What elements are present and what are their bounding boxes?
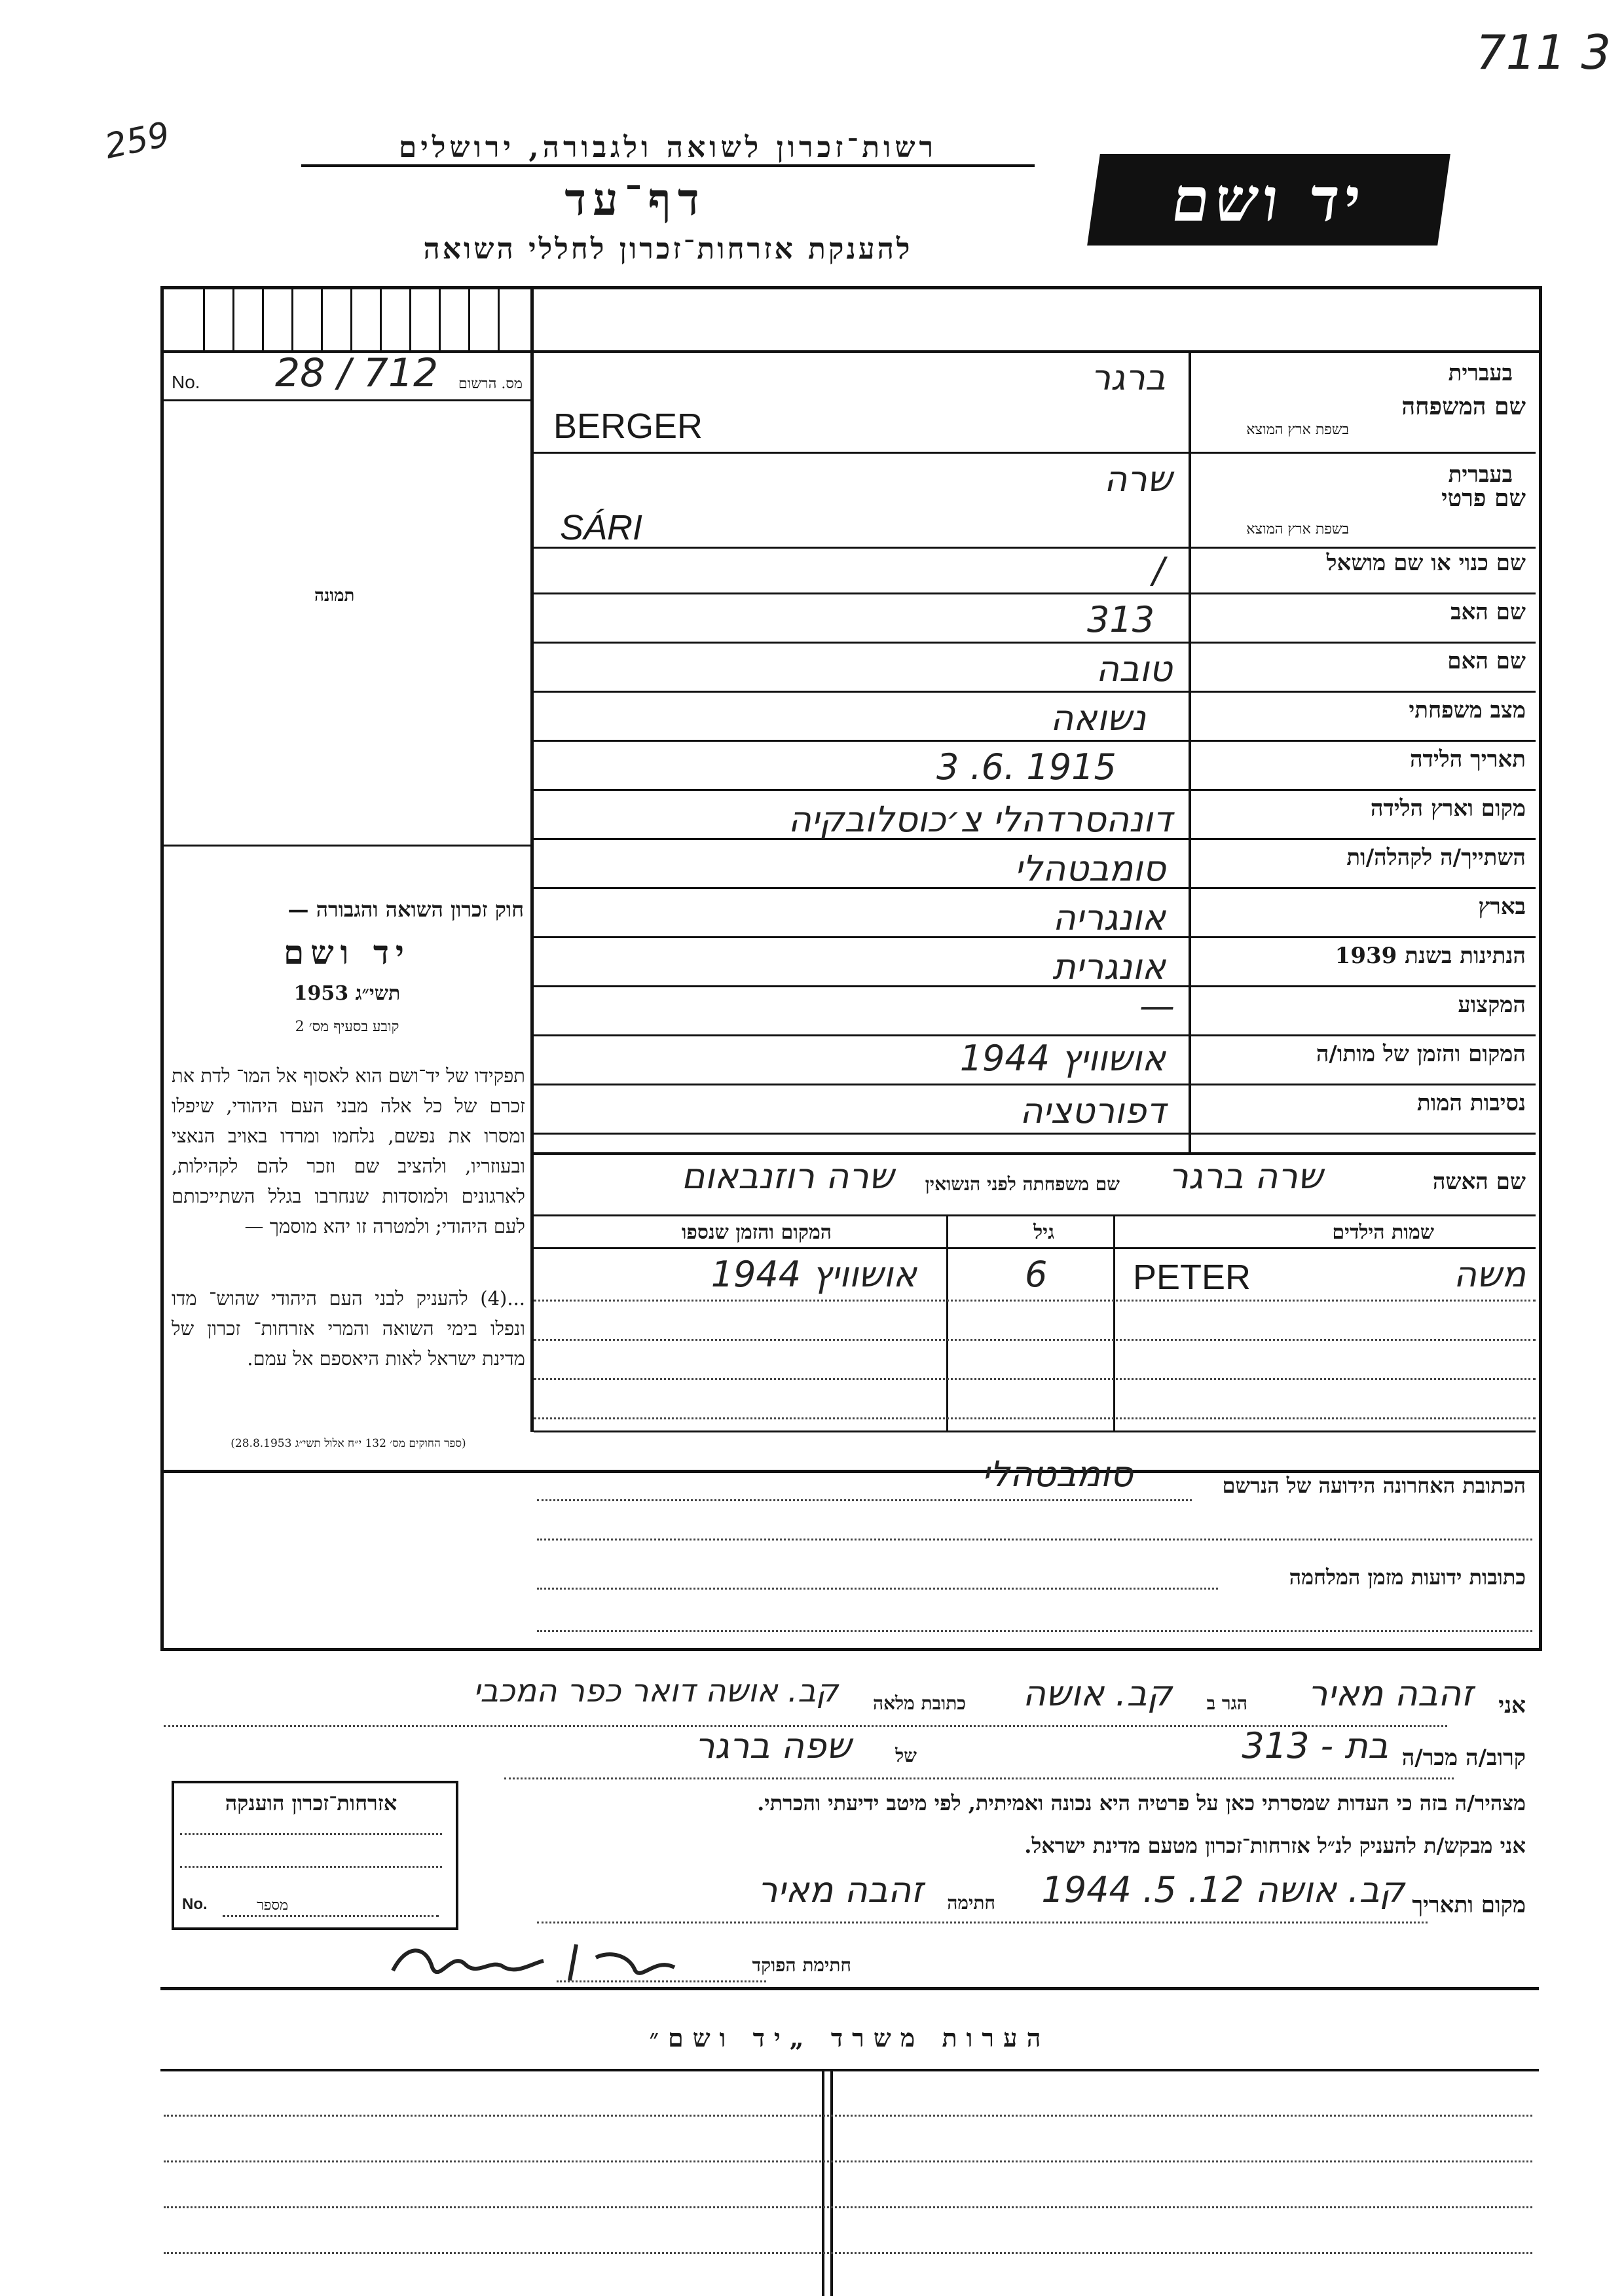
wartime-address-label: כתובות ידועות מזמן המלחמה xyxy=(1289,1565,1526,1590)
officer-signature xyxy=(380,1931,707,1990)
firstname-label: שם פרטי xyxy=(1441,484,1526,512)
citizenship-no-label: No. xyxy=(182,1895,208,1913)
page-number: 259 xyxy=(101,115,174,167)
surname-latin-value: BERGER xyxy=(553,407,703,446)
nickname-label: שם כנוי או שם מושאל xyxy=(1326,550,1526,576)
child-death-place: אושוויץ 1944 xyxy=(710,1254,917,1295)
community-label: השתייך/ה לקהלה/ות xyxy=(1346,845,1526,871)
citizenship-value: אונגרית xyxy=(1052,946,1166,987)
marital-value: נשואה xyxy=(1050,697,1146,738)
relative-label: קרוב/ה מכר/ה xyxy=(1401,1745,1526,1771)
children-place-header: המקום והזמן שנספו xyxy=(681,1221,832,1244)
authority-name: רשות־זכרון לשואה ולגבורה, ירושלים xyxy=(301,131,1035,167)
child-name-hebrew: משה xyxy=(1453,1254,1526,1295)
in-origin-label-1: בשפת ארץ המוצא xyxy=(1246,422,1349,438)
birthdate-label: תאריך הלידה xyxy=(1409,746,1526,773)
citizenship-no-label-he: מספר xyxy=(257,1897,288,1914)
in-origin-label-2: בשפת ארץ המוצא xyxy=(1246,521,1349,538)
form-subtitle: להענקת אזרחות־זכרון לחללי השואה xyxy=(423,232,913,266)
declarant-label: אני xyxy=(1498,1692,1526,1719)
nickname-value: / xyxy=(1153,550,1165,591)
mother-value: טובה xyxy=(1096,648,1172,689)
in-hebrew-label-2: בעברית xyxy=(1448,462,1513,488)
declaration-statement-2: אני מבקש/ת להעניק לנ״ל אזרחות־זכרון מטעם מדינת ישראל. xyxy=(1024,1833,1526,1858)
birthplace-value: דונהסרדהלי צ׳כוסלובקיה xyxy=(788,799,1172,840)
lives-value: קב. אושה xyxy=(1022,1673,1172,1714)
mother-label: שם האם xyxy=(1447,648,1526,674)
law-paragraph-1: תפקידו של יד־ושם הוא לאסוף אל המו־ לדת את זכרם של כל אלה מבני העם היהודי, שיפלו ומסרו את נפשם, נלחמו ומרדו באויב הנאצי ובעוזריו, ולהציב שם וזכר להם לקהילות, לארגונים ולמוסדות שנחרבו בגלל השתייכותם לעם היהודי; ולמטרה זו יהא מוסמך — xyxy=(172,1065,525,1237)
last-address-value: סומבטהלי xyxy=(982,1453,1133,1495)
law-heading: חוק זכרון השואה והגבורה — xyxy=(287,897,524,922)
father-label: שם האב xyxy=(1450,599,1526,625)
registry-no-label-he: מס. הרשום xyxy=(458,376,523,392)
relative-value: בת - 313 xyxy=(1242,1725,1388,1766)
registry-no-value: 28 / 712 xyxy=(275,350,439,396)
surname-label: שם המשפחה xyxy=(1401,393,1526,420)
declarant-value: זהבה מאיר xyxy=(1308,1673,1473,1714)
law-year: תשי״ג 1953 xyxy=(293,982,401,1005)
of-label: של xyxy=(895,1745,917,1766)
wife-label: שם האשה xyxy=(1432,1169,1526,1195)
death-value: אושוויץ 1944 xyxy=(959,1038,1166,1079)
birthdate-value: 3 .6. 1915 xyxy=(936,746,1116,788)
children-names-header: שמות הילדים xyxy=(1332,1221,1434,1244)
archive-number: 711 3 xyxy=(1475,25,1611,80)
country-label: בארץ xyxy=(1478,894,1526,920)
children-age-header: גיל xyxy=(1033,1221,1054,1244)
declaration-statement-1: מצהיר/ה בזה כי העדות שמסרתי כאן על פרטיה היא נכונה ואמיתית, לפי מיטב ידיעתי והכרתי. xyxy=(757,1791,1526,1815)
signature-label: חתימה xyxy=(947,1892,995,1914)
child-age: 6 xyxy=(1025,1254,1048,1295)
form-title: דף־עד xyxy=(564,173,706,226)
birthplace-label: מקום וארץ הלידה xyxy=(1370,795,1526,822)
maiden-label: שם משפחתה לפני הנשואין xyxy=(925,1173,1120,1195)
office-notes-title: הערות משרד „יד ושם״ xyxy=(649,2023,1050,2052)
wife-value: שרה ברגר xyxy=(1168,1156,1323,1197)
child-name-latin: PETER xyxy=(1133,1258,1251,1297)
firstname-latin-value: SÁRI xyxy=(560,508,643,547)
in-hebrew-label-1: בעברית xyxy=(1448,360,1513,386)
profession-value: — xyxy=(1139,985,1175,1027)
full-address-label: כתובת מלאה xyxy=(872,1692,966,1714)
law-paragraph-2: ...(4) להעניק לבני העם היהודי שהוש־ מדו ונפלו בימי השואה והמרי אזרחות־ זכרון של מדינת ישראל לאות היאספם אל עמם. xyxy=(172,1287,525,1370)
death-label: המקום והזמן של מותו/ה xyxy=(1316,1041,1526,1067)
profession-label: המקצוע xyxy=(1458,992,1526,1018)
circumstances-value: דפורטציה xyxy=(1020,1090,1166,1131)
last-address-label: הכתובת האחרונה הידועה של הנרשם xyxy=(1222,1473,1526,1498)
of-value: שפה ברגר xyxy=(695,1725,851,1766)
maiden-value: שרה רוזנבאום xyxy=(681,1156,894,1197)
place-date-value: קב. אושה 12. 5. 1944 xyxy=(1041,1869,1405,1910)
law-source: (ספר החוקים מס׳ 132 י״ח אלול תשי״ג 28.8.1953) xyxy=(231,1437,466,1450)
officer-signature-label: חתימת הפוקד xyxy=(752,1954,851,1976)
law-clause: קובע בסעיף מס׳ 2 xyxy=(295,1019,399,1035)
full-address-value: קב. אושה דואר כפר המכבי xyxy=(473,1673,838,1709)
lives-label: הגר ב xyxy=(1206,1692,1247,1714)
registry-no-label: No. xyxy=(172,372,200,392)
citizenship-box-title: אזרחות־זכרון הוענקה xyxy=(225,1791,397,1815)
photo-label: תמונה xyxy=(314,586,355,606)
father-value: 313 xyxy=(1087,599,1155,640)
firstname-hebrew-value: שרה xyxy=(1103,458,1172,500)
place-date-label: מקום ותאריך xyxy=(1412,1892,1526,1918)
law-name: יד ושם xyxy=(284,933,411,972)
yad-vashem-logo: יד ושם xyxy=(1087,154,1450,246)
marital-label: מצב משפחתי xyxy=(1409,697,1526,723)
signature-value: זהבה מאיר xyxy=(758,1869,923,1910)
surname-hebrew-value: ברגר xyxy=(1090,357,1166,398)
citizenship-label: הנתינות בשנת 1939 xyxy=(1335,943,1526,969)
country-value: אונגריה xyxy=(1052,897,1166,938)
circumstances-label: נסיבות המות xyxy=(1416,1090,1526,1116)
community-value: סומבטהלי xyxy=(1014,848,1166,889)
